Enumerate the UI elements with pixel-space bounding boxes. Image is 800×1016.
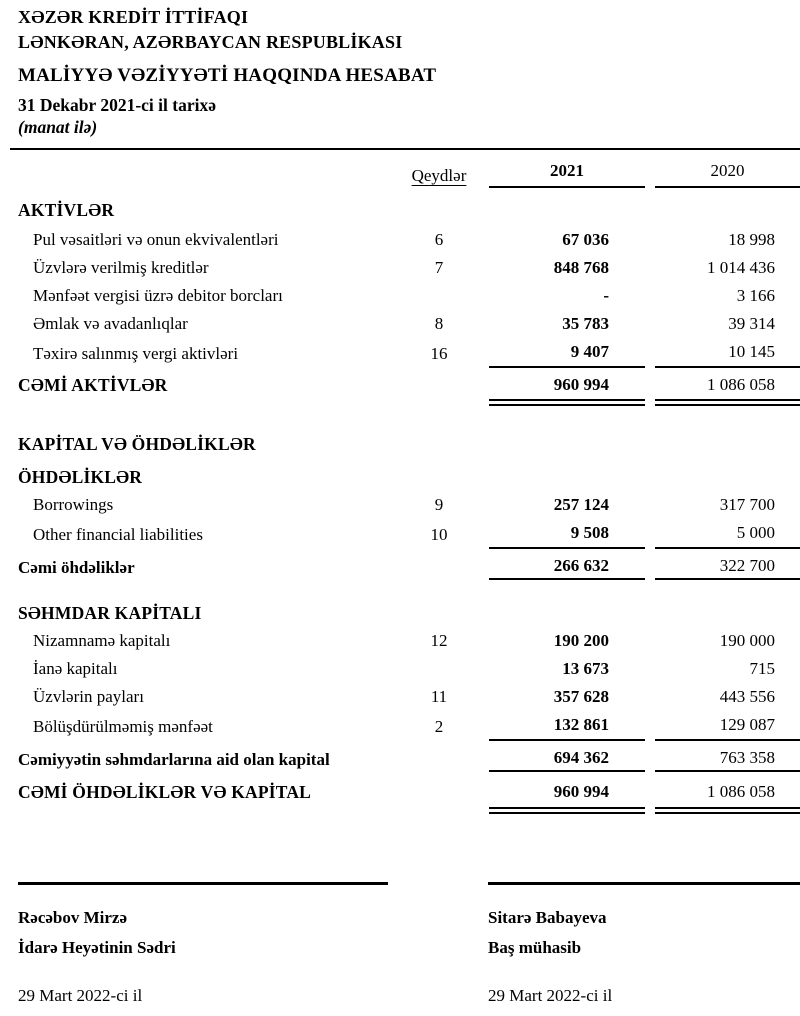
double-rule-2021 (489, 807, 645, 814)
section-heading-equity: SƏHMDAR KAPİTALI (18, 603, 202, 623)
total-label: Cəmi öhdəliklər (18, 558, 135, 577)
table-row-retained-earnings (18, 711, 800, 741)
row-value-2020: 3 166 (736, 286, 775, 305)
row-note: 16 (430, 344, 448, 363)
total-value-2020: 1 086 058 (707, 782, 775, 801)
table-row-tax-receivables (18, 282, 800, 310)
table-row-cash (18, 226, 800, 254)
row-note: 2 (434, 717, 444, 736)
row-label: Bölüşdürülməmiş mənfəət (33, 717, 213, 736)
row-value-2021: 257 124 (553, 495, 609, 514)
row-value-2021: 35 783 (562, 314, 609, 333)
row-value-2021: 848 768 (553, 258, 609, 277)
total-value-2020: 763 358 (655, 746, 800, 772)
signatory-title: İdarə Heyətinin Sədri (18, 938, 176, 957)
company-location: LƏNKƏRAN, AZƏRBAYCAN RESPUBLİKASI (18, 32, 403, 52)
column-header-2021: 2021 (489, 159, 645, 188)
signatory-name: Sitarə Babayeva (488, 908, 607, 927)
grand-total-double-rule (18, 805, 800, 814)
row-label: Nizamnamə kapitalı (33, 631, 171, 650)
row-note: 10 (430, 525, 448, 544)
row-value-2021: 132 861 (489, 711, 645, 741)
signature-date: 29 Mart 2022-ci il (488, 986, 613, 1005)
table-row-charter-capital (18, 627, 800, 655)
row-note: 12 (430, 631, 448, 650)
row-value-2020: 715 (749, 659, 775, 678)
row-value-2020: 129 087 (655, 711, 800, 741)
total-value-2021: 694 362 (489, 746, 645, 772)
table-row-other-financial-liabilities (18, 519, 800, 549)
report-title: MALİYYƏ VƏZİYYƏTİ HAQQINDA HESABAT (18, 65, 437, 86)
signature-line-right (488, 882, 800, 885)
total-value-2021: 960 994 (553, 782, 609, 801)
row-label: Mənfəət vergisi üzrə debitor borcları (33, 286, 283, 305)
row-value-2021: 9 407 (489, 338, 645, 368)
table-row-donation-capital (18, 655, 800, 683)
total-value-2020: 322 700 (655, 554, 800, 580)
total-value-2021: 266 632 (489, 554, 645, 580)
row-label: Əmlak və avadanlıqlar (33, 314, 188, 333)
signature-block (18, 882, 800, 1007)
table-column-headers (18, 159, 800, 188)
section-heading-capital-and-liabilities: KAPİTAL VƏ ÖHDƏLİKLƏR (18, 434, 256, 454)
total-label: Cəmiyyətin səhmdarlarına aid olan kapital (18, 750, 330, 769)
row-value-2020: 1 014 436 (707, 258, 775, 277)
signature-left (18, 882, 388, 1007)
row-note: 8 (434, 314, 444, 333)
row-value-2021: 67 036 (562, 230, 609, 249)
row-value-2020: 39 314 (728, 314, 775, 333)
row-label: Üzvlərə verilmiş kreditlər (33, 258, 209, 277)
row-value-2020: 317 700 (719, 495, 775, 514)
column-header-spacer (18, 187, 387, 188)
row-note: 6 (434, 230, 444, 249)
row-note: 7 (434, 258, 444, 277)
total-liabilities-row (18, 554, 800, 580)
table-row-member-shares (18, 683, 800, 711)
row-note: 9 (434, 495, 444, 514)
column-header-2020: 2020 (655, 159, 800, 188)
row-value-2020: 18 998 (728, 230, 775, 249)
row-label: Borrowings (33, 495, 114, 514)
total-value-2021: 960 994 (553, 375, 609, 394)
row-value-2021: 357 628 (553, 687, 609, 706)
total-liabilities-and-equity-row (18, 779, 800, 805)
row-value-2021: 13 673 (562, 659, 609, 678)
double-rule-2021 (489, 399, 645, 406)
currency-note: (manat ilə) (18, 117, 98, 137)
double-rule-2020 (655, 807, 800, 814)
row-value-2020: 190 000 (719, 631, 775, 650)
total-label: CƏMİ ÖHDƏLİKLƏR VƏ KAPİTAL (18, 782, 312, 802)
row-label: İanə kapitalı (33, 659, 118, 678)
section-heading-liabilities: ÖHDƏLİKLƏR (18, 467, 143, 487)
row-value-2021: 9 508 (489, 519, 645, 549)
signature-date: 29 Mart 2022-ci il (18, 986, 143, 1005)
row-value-2021: 190 200 (553, 631, 609, 650)
signature-right (488, 882, 800, 1007)
column-2020 (645, 159, 800, 188)
table-row-property-equipment (18, 310, 800, 338)
section-heading-assets: AKTİVLƏR (18, 200, 115, 220)
header-divider (10, 148, 800, 150)
row-value-2020: 5 000 (655, 519, 800, 549)
table-row-borrowings (18, 491, 800, 519)
row-value-2020: 443 556 (719, 687, 775, 706)
column-2021 (477, 159, 645, 188)
signatory-name: Rəcəbov Mirzə (18, 908, 128, 927)
total-assets-row (18, 373, 800, 397)
row-value-2021: - (603, 286, 609, 305)
row-label: Təxirə salınmış vergi aktivləri (33, 344, 239, 363)
signature-line-left (18, 882, 388, 885)
row-label: Other financial liabilities (33, 525, 203, 544)
table-row-deferred-tax-assets (18, 338, 800, 368)
row-label: Üzvlərin payları (33, 687, 144, 706)
company-name: XƏZƏR KREDİT İTTİFAQI (18, 7, 249, 27)
table-row-loans-to-members (18, 254, 800, 282)
total-equity-attributable-row (18, 746, 800, 772)
total-label: CƏMİ AKTİVLƏR (18, 375, 168, 395)
double-rule-2020 (655, 399, 800, 406)
total-assets-double-rule (18, 397, 800, 406)
column-header-notes: Qeydlər (411, 166, 467, 185)
report-date: 31 Dekabr 2021-ci il tarixə (18, 95, 216, 115)
row-note: 11 (430, 687, 448, 706)
row-value-2020: 10 145 (655, 338, 800, 368)
row-label: Pul vəsaitləri və onun ekvivalentləri (33, 230, 279, 249)
total-value-2020: 1 086 058 (707, 375, 775, 394)
signatory-title: Baş mühasib (488, 938, 582, 957)
